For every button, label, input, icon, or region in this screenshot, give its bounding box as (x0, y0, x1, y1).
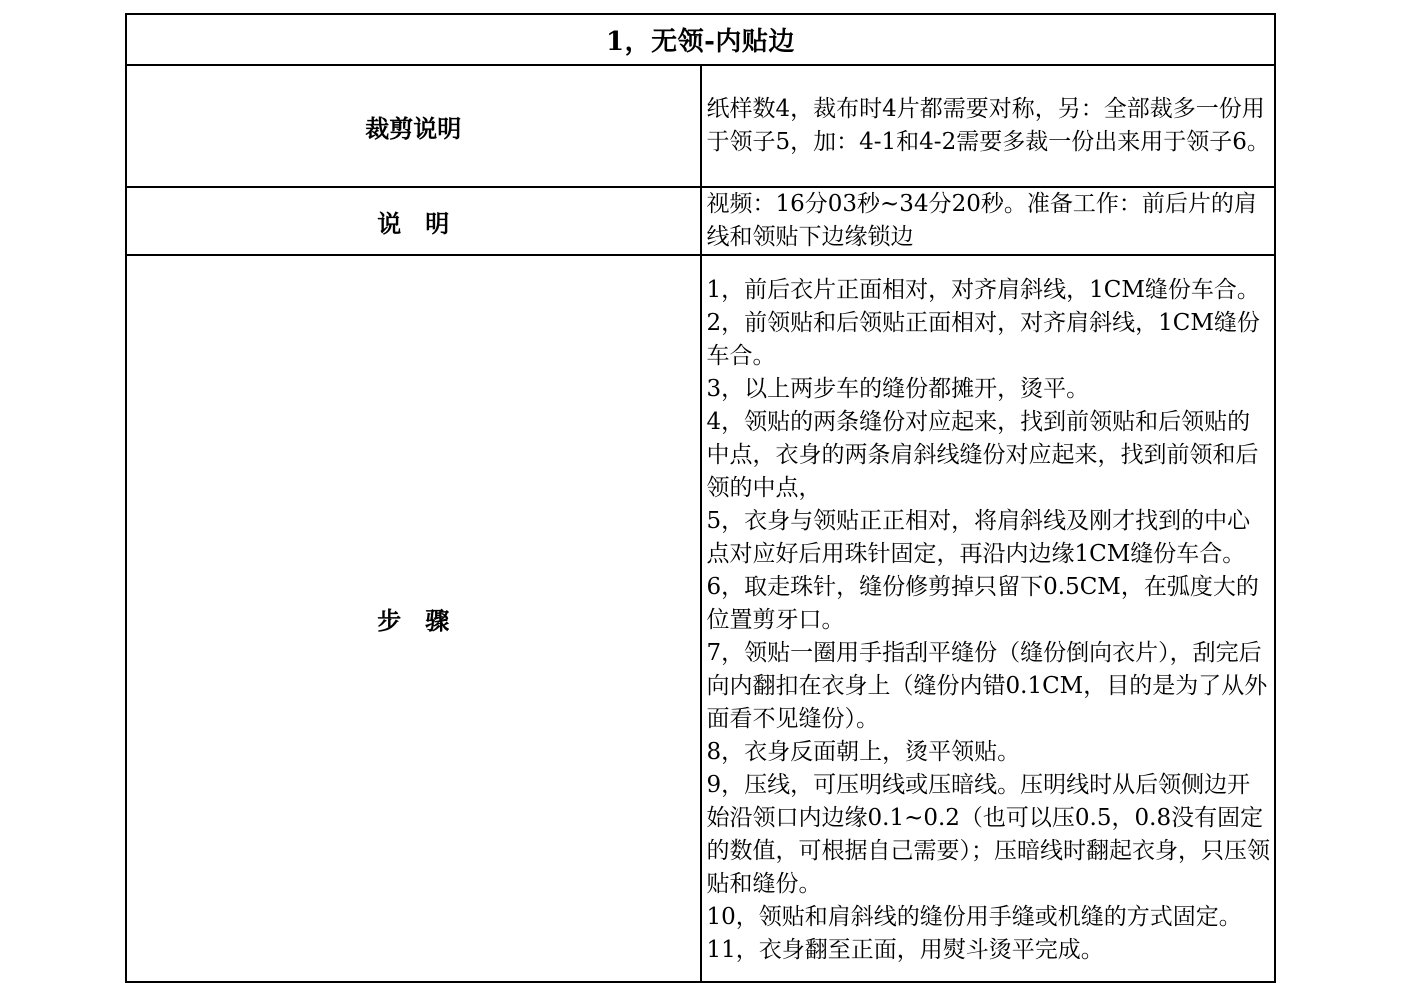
steps-label: 步 骤 (126, 255, 701, 982)
step-item: 10，领贴和肩斜线的缝份用手缝或机缝的方式固定。 (706, 904, 1242, 930)
step-item: 9，压线，可压明线或压暗线。压明线时从后领侧边开始沿领口内边缘0.1~0.2（也可以压0.5，0.8没有固定的数值，可根据自己需要）；压暗线时翻起衣身，只压领贴和缝份。 (706, 772, 1270, 897)
step-item: 7，领贴一圈用手指刮平缝份（缝份倒向衣片），刮完后向内翻扣在衣身上（缝份内错0.1CM，目的是为了从外面看不见缝份）。 (706, 640, 1268, 732)
steps-list (707, 256, 1271, 981)
cutting-label: 裁剪说明 (126, 65, 701, 187)
document-title: 1，无领-内贴边 (126, 14, 1275, 65)
step-item: 1，前后衣片正面相对，对齐肩斜线，1CM缝份车合。 (706, 277, 1260, 303)
steps-content (701, 255, 1276, 982)
step-item: 2，前领贴和后领贴正面相对，对齐肩斜线，1CM缝份车合。 (706, 310, 1260, 369)
step-item: 5，衣身与领贴正正相对，将肩斜线及刚才找到的中心点对应好后用珠针固定，再沿内边缘1CM缝份车合。 (706, 508, 1251, 567)
cutting-row (126, 65, 1275, 187)
step-item: 8，衣身反面朝上，烫平领贴。 (706, 739, 1021, 765)
step-item: 11，衣身翻至正面，用熨斗烫平完成。 (706, 937, 1104, 963)
note-text: 视频：16分03秒~34分20秒。准备工作：前后片的肩线和领贴下边缘锁边 (701, 187, 1276, 255)
title-row (126, 14, 1275, 65)
note-row (126, 187, 1275, 255)
step-item: 4，领贴的两条缝份对应起来，找到前领贴和后领贴的中点，衣身的两条肩斜线缝份对应起来，找到前领和后领的中点， (706, 409, 1259, 501)
step-item: 3，以上两步车的缝份都摊开，烫平。 (706, 376, 1090, 402)
cutting-text: 纸样数4，裁布时4片都需要对称，另：全部裁多一份用于领子5，加：4-1和4-2需要多裁一份出来用于领子6。 (701, 65, 1276, 187)
instruction-table (125, 13, 1276, 983)
note-label: 说 明 (126, 187, 701, 255)
step-item: 6，取走珠针，缝份修剪掉只留下0.5CM，在弧度大的位置剪牙口。 (706, 574, 1259, 633)
steps-row (126, 255, 1275, 982)
